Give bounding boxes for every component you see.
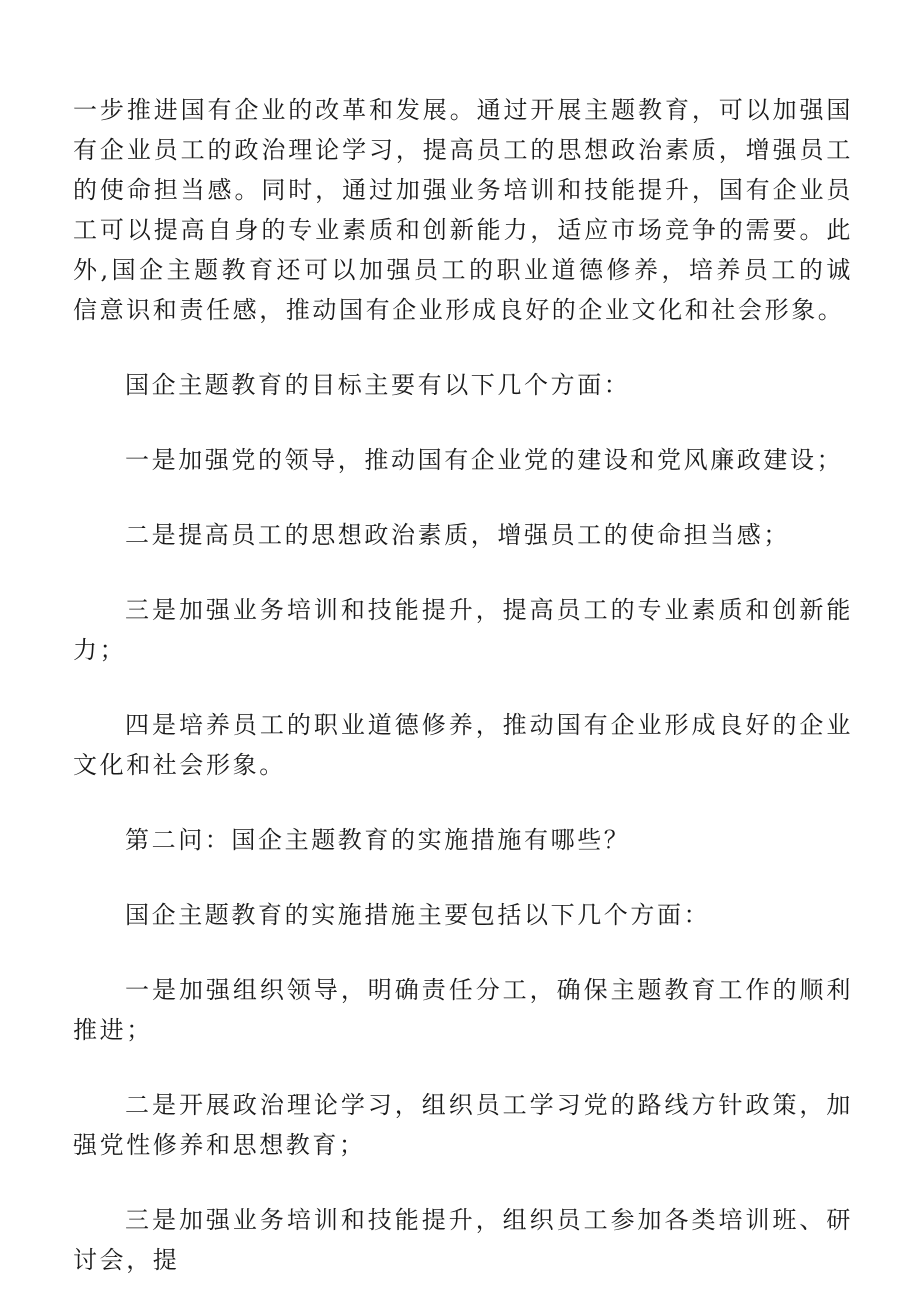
paragraph-measure-3: 三是加强业务培训和技能提升，组织员工参加各类培训班、研讨会，提 xyxy=(73,1206,853,1274)
paragraph-goal-1: 一是加强党的领导，推动国有企业党的建设和党风廉政建设； xyxy=(125,446,844,474)
paragraph-measure-2: 二是开展政治理论学习，组织员工学习党的路线方针政策，加强党性修养和思想教育； xyxy=(73,1091,853,1159)
section-question-2: 第二问：国企主题教育的实施措施有哪些？ xyxy=(125,826,631,854)
paragraph-goal-2: 二是提高员工的思想政治素质，增强员工的使命担当感； xyxy=(125,521,790,549)
paragraph-goals-intro: 国企主题教育的目标主要有以下几个方面： xyxy=(125,371,631,399)
paragraph-continuation: 一步推进国有企业的改革和发展。通过开展主题教育，可以加强国有企业员工的政治理论学习，提高员工的思想政治素质，增强员工的使命担当感。同时，通过加强业务培训和技能提升，国有企业员工可以提高自身的专业素质和创新能力，适应市场竞争的需要。此外,国企主题教育还可以加强员工的职业道德修养，培养员工的诚信意识和责任感，推动国有企业形成良好的企业文化和社会形象。 xyxy=(73,96,853,324)
paragraph-measures-intro: 国企主题教育的实施措施主要包括以下几个方面： xyxy=(125,901,711,929)
paragraph-measure-1: 一是加强组织领导，明确责任分工，确保主题教育工作的顺利推进； xyxy=(73,976,853,1044)
paragraph-goal-3: 三是加强业务培训和技能提升，提高员工的专业素质和创新能力； xyxy=(73,596,853,664)
paragraph-goal-4: 四是培养员工的职业道德修养，推动国有企业形成良好的企业文化和社会形象。 xyxy=(73,711,853,779)
document-body xyxy=(73,90,853,1315)
